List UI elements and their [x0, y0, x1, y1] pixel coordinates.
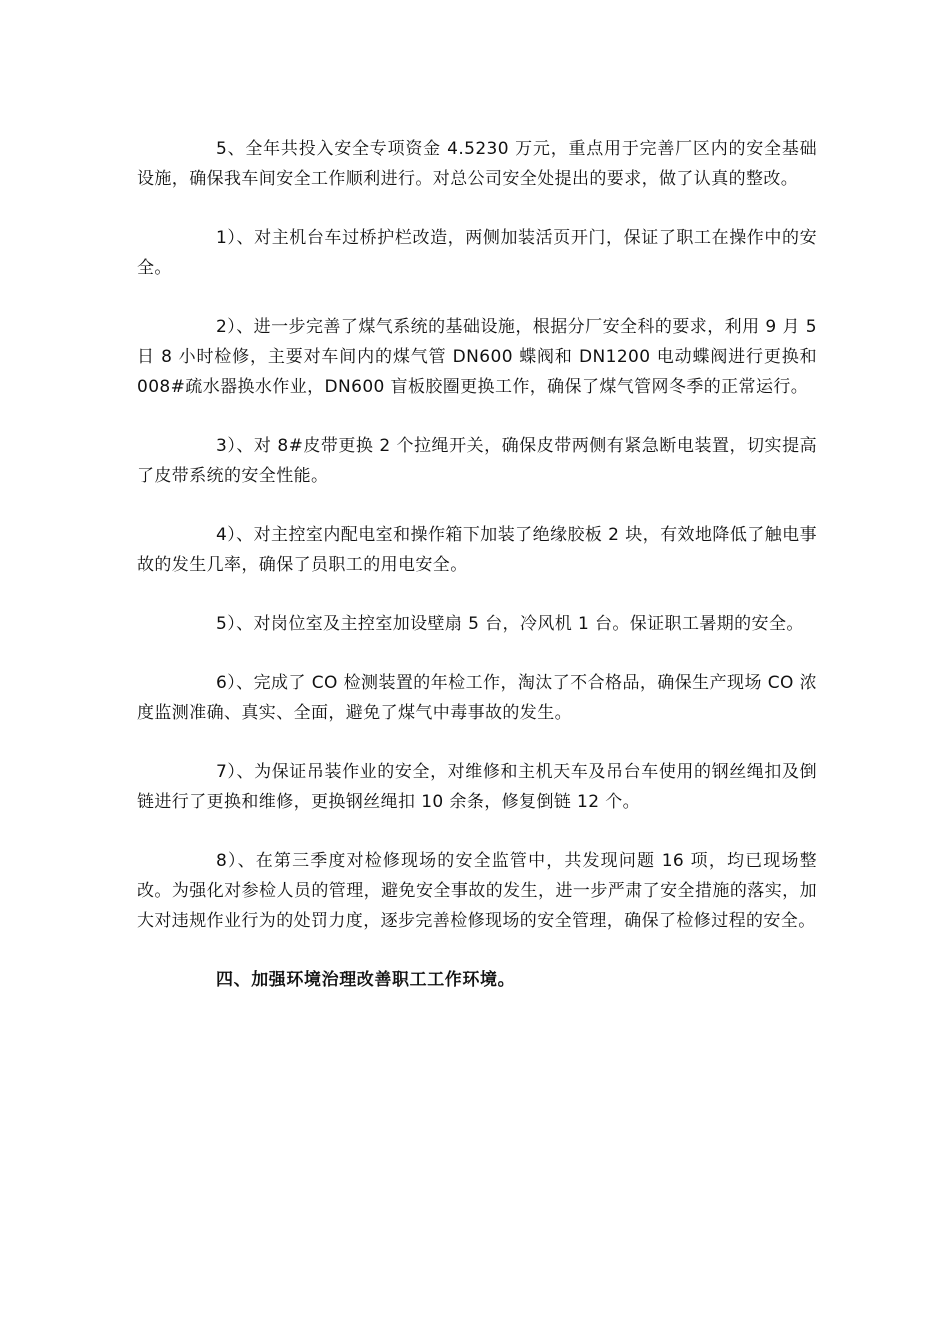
paragraph-item-8: 8）、在第三季度对检修现场的安全监管中，共发现问题 16 项，均已现场整改。为强化对参检人员的管理，避免安全事故的发生，进一步严肃了安全措施的落实，加大对违规作业行为的处罚力度，逐步完善检修现场的安全管理，确保了检修过程的安全。	[137, 851, 817, 931]
paragraph-item-3: 3）、对 8#皮带更换 2 个拉绳开关，确保皮带两侧有紧急断电装置，切实提高了皮带系统的安全性能。	[137, 436, 817, 486]
paragraph-item-6: 6）、完成了 CO 检测装置的年检工作，淘汰了不合格品，确保生产现场 CO 浓度监测准确、真实、全面，避免了煤气中毒事故的发生。	[137, 673, 817, 723]
paragraph-funding: 5、全年共投入安全专项资金 4.5230 万元，重点用于完善厂区内的安全基础设施，确保我车间安全工作顺利进行。对总公司安全处提出的要求，做了认真的整改。	[137, 139, 817, 189]
paragraph-item-2: 2）、进一步完善了煤气系统的基础设施，根据分厂安全科的要求，利用 9 月 5 日 8 小时检修，主要对车间内的煤气管 DN600 蝶阀和 DN1200 电动蝶阀进行更换和 008#疏水器换水作业，DN600 盲板胶圈更换工作，确保了煤气管网冬季的正常运行。	[137, 317, 817, 397]
paragraph-item-7: 7）、为保证吊装作业的安全，对维修和主机天车及吊台车使用的钢丝绳扣及倒链进行了更换和维修，更换钢丝绳扣 10 余条，修复倒链 12 个。	[137, 762, 817, 812]
section-heading: 四、加强环境治理改善职工工作环境。	[216, 970, 516, 990]
document-body	[137, 134, 817, 995]
paragraph-item-5: 5）、对岗位室及主控室加设壁扇 5 台，冷风机 1 台。保证职工暑期的安全。	[216, 614, 804, 634]
paragraph-item-4: 4）、对主控室内配电室和操作箱下加装了绝缘胶板 2 块，有效地降低了触电事故的发生几率，确保了员职工的用电安全。	[137, 525, 817, 575]
paragraph-item-1: 1）、对主机台车过桥护栏改造，两侧加装活页开门，保证了职工在操作中的安全。	[137, 228, 817, 278]
